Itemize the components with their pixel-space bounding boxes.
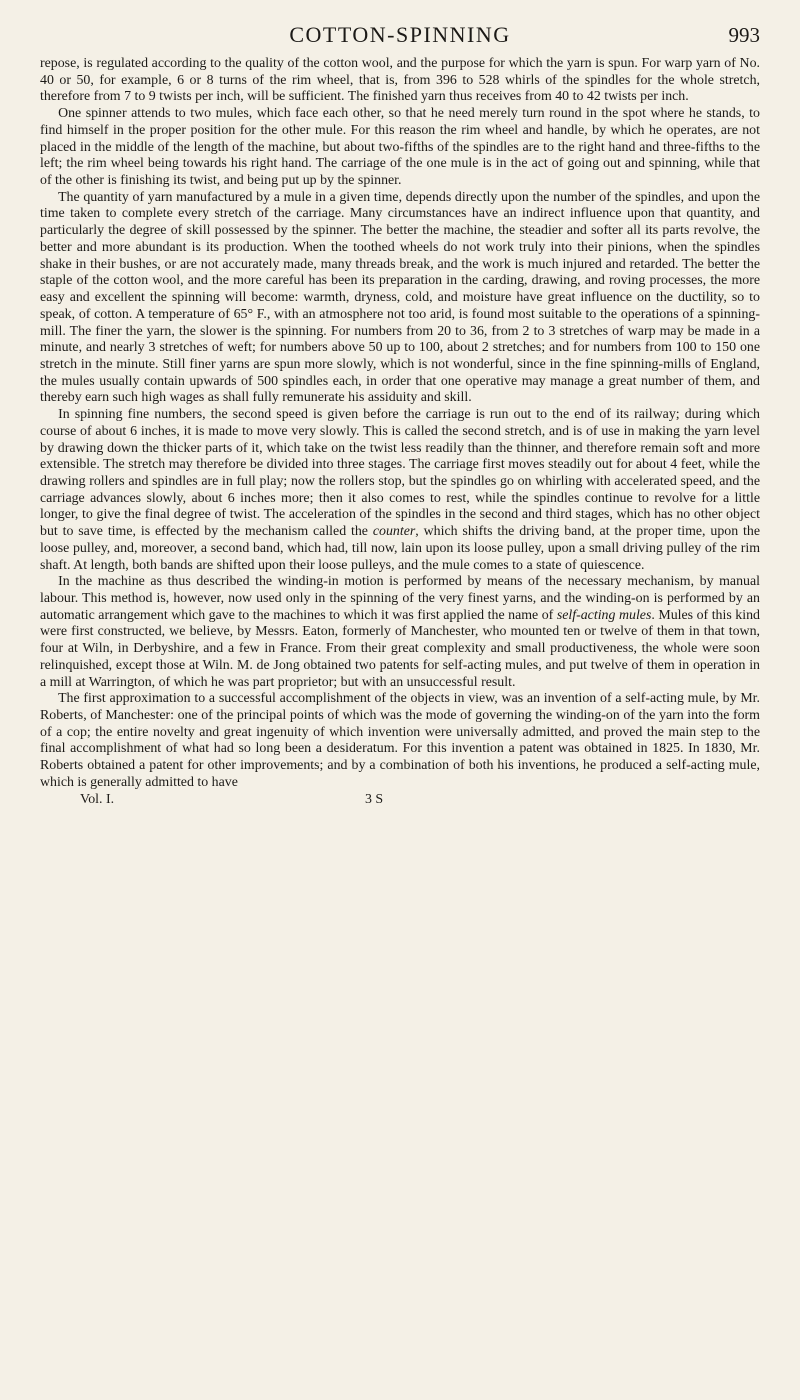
paragraph: One spinner attends to two mules, which face each other, so that he need merely turn round in the spot where he stands, to find himself in the proper position for the other mule. For this reason the rim wheel and handle, by which he operates, are not placed in the middle of the length of the machine, but about two-fifths of the spindles are to the right hand and three-fifths to the left; the rim wheel being towards his right hand. The carriage of the one mule is in the act of going out and spinning, while that of the other is finishing its twist, and being put up by the spinner. [40, 106, 760, 189]
paragraph: repose, is regulated according to the quality of the cotton wool, and the purpose for which the yarn is spun. For warp yarn of No. 40 or 50, for example, 6 or 8 turns of the rim wheel, that is, from 396 to 528 whirls of the spindles for the whole stretch, therefore from 7 to 9 twists per inch, will be sufficient. The finished yarn thus receives from 40 to 42 twists per inch. [40, 56, 760, 105]
running-title: COTTON-SPINNING [289, 22, 511, 47]
running-head [40, 22, 760, 56]
volume-label: Vol. I. [80, 791, 115, 807]
page-number: 993 [728, 23, 760, 47]
page-footer [40, 792, 760, 810]
paragraph: In spinning fine numbers, the second speed is given before the carriage is run out to the end of its railway; during which course of about 6 inches, it is made to move very slowly. This is called the second stretch, and is of use in making the yarn level by drawing down the thicker parts of it, which take on the twist less readily than the thinner, and therefore remain soft and more extensible. The stretch may therefore be divided into three stages. The carriage first moves steadily out for about 4 feet, while the drawing rollers and spindles are in full play; now the rollers stop, but the spindles go on whirling with accelerated speed, and the carriage advances slowly, about 6 inches more; then it also comes to rest, while the spindles continue to revolve for a little longer, to give the final degree of twist. The acceleration of the spindles in the second and third stages, which has no other object but to save time, is effected by the mechanism called the counter, which shifts the driving band, at the proper time, upon the loose pulley, and, moreover, a second band, which had, till now, lain upon its loose pulley, upon a small driving pulley of the rim shaft. At length, both bands are shifted upon their loose pulleys, and the mule comes to a state of quiescence. [40, 407, 760, 573]
body-text [40, 56, 760, 792]
signature-mark: 3 S [365, 791, 384, 807]
paragraph: The quantity of yarn manufactured by a mule in a given time, depends directly upon the number of the spindles, and upon the time taken to complete every stretch of the carriage. Many circumstances have an indirect influence upon that quantity, and particularly the degree of skill possessed by the spinner. The better the machine, the steadier and softer all its parts revolve, the better and more abundant is its production. When the toothed wheels do not work truly into their pinions, when the spindles shake in their bushes, or are not accurately made, many threads break, and the work is much injured and retarded. The better the staple of the cotton wool, and the more careful has been its preparation in the carding, drawing, and roving processes, the more easy and excellent the spinning will become: warmth, dryness, cold, and moisture have great influence on the ductility, so to speak, of cotton. A temperature of 65° F., with an atmosphere not too arid, is found most suitable to the operations of a spinning-mill. The finer the yarn, the slower is the spinning. For numbers from 20 to 36, from 2 to 3 stretches of warp may be made in a minute, and nearly 3 stretches of weft; for numbers above 50 up to 100, about 2 stretches; and for numbers from 100 to 150 one stretch in the minute. Still finer yarns are spun more slowly, which is not wonderful, since in the fine spinning-mills of England, the mules usually contain upwards of 500 spindles each, in order that one operative may manage a great number of them, and thereby earn such high wages as shall fully remunerate his assiduity and skill. [40, 189, 760, 406]
paragraph: The first approximation to a successful accomplishment of the objects in view, was an invention of a self-acting mule, by Mr. Roberts, of Manchester: one of the principal points of which was the mode of governing the winding-on of the yarn into the form of a cop; the entire novelty and great ingenuity of which invention were universally admitted, and proved the main step to the final accomplishment of what had so long been a desideratum. For this invention a patent was obtained in 1825. In 1830, Mr. Roberts obtained a patent for other improvements; and by a combination of both his inventions, he produced a self-acting mule, which is generally admitted to have [40, 691, 760, 790]
paragraph: In the machine as thus described the winding-in motion is performed by means of the necessary mechanism, by manual labour. This method is, however, now used only in the spinning of the very finest yarns, and the winding-on is performed by an automatic arrangement which gave to the machines to which it was first applied the name of self-acting mules. Mules of this kind were first constructed, we believe, by Messrs. Eaton, formerly of Manchester, who mounted ten or twelve of them in that town, four at Wiln, in Derbyshire, and a few in France. From their great complexity and small productiveness, the whole were soon relinquished, except those at Wiln. M. de Jong obtained two patents for self-acting mules, and put twelve of them in operation in a mill at Warrington, of which he was part proprietor; but with an unsuccessful result. [40, 574, 760, 690]
